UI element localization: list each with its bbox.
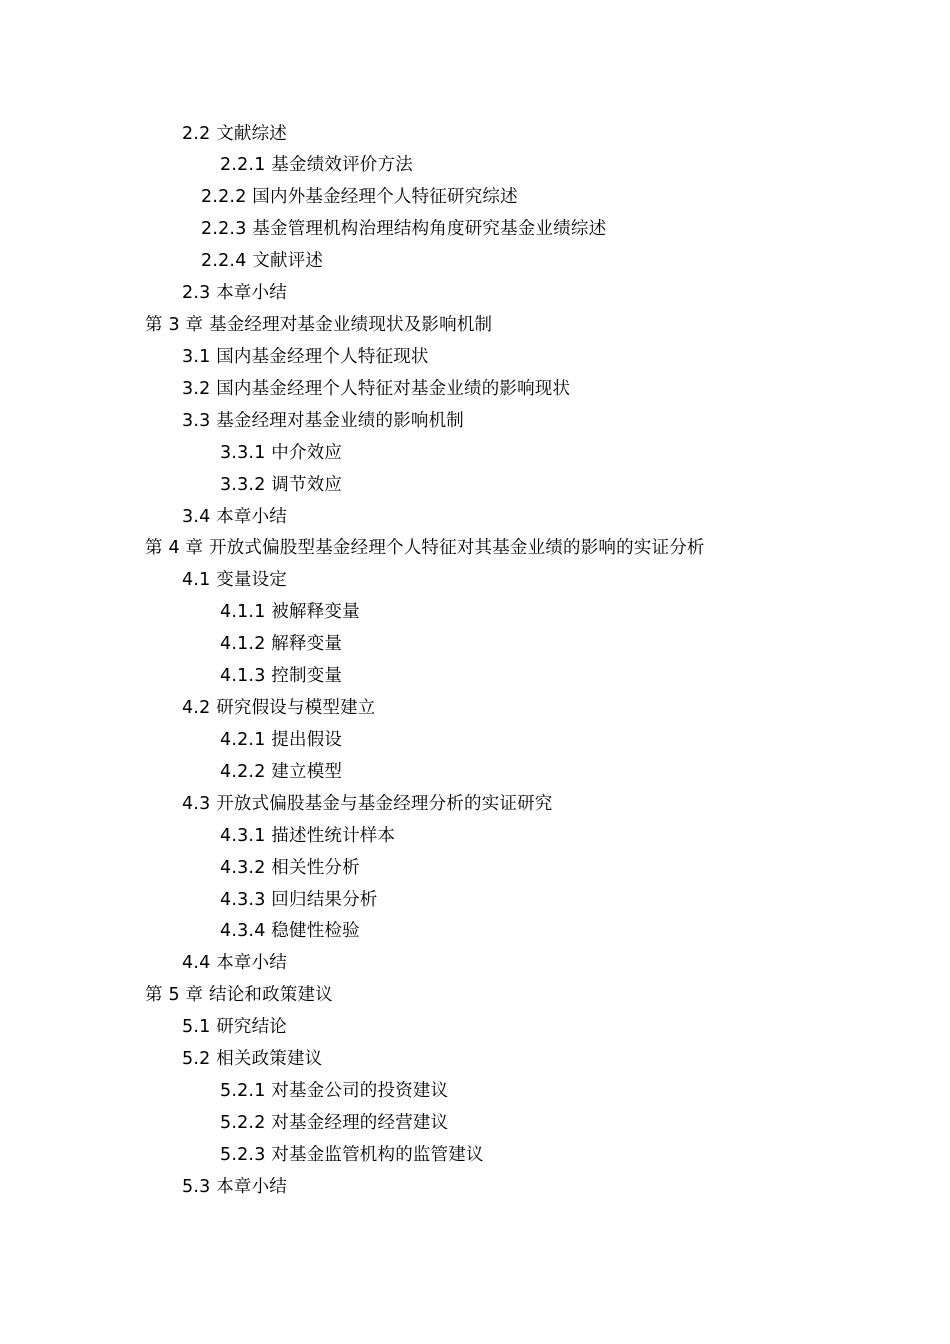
toc-entry-5-2-2: 5.2.2 对基金经理的经营建议 <box>220 1113 449 1133</box>
toc-entry-4-1-1: 4.1.1 被解释变量 <box>220 602 360 622</box>
toc-entry-4-1-3: 4.1.3 控制变量 <box>220 666 343 686</box>
toc-entry-5-2-1: 5.2.1 对基金公司的投资建议 <box>220 1081 449 1101</box>
toc-entry-4-3: 4.3 开放式偏股基金与基金经理分析的实证研究 <box>182 794 553 814</box>
toc-entry-2-2-2: 2.2.2 国内外基金经理个人特征研究综述 <box>201 187 518 207</box>
toc-entry-2-2-3: 2.2.3 基金管理机构治理结构角度研究基金业绩综述 <box>201 219 607 239</box>
toc-entry-3-1: 3.1 国内基金经理个人特征现状 <box>182 347 429 367</box>
toc-entry-2-3: 2.3 本章小结 <box>182 283 287 303</box>
toc-entry-4-1: 4.1 变量设定 <box>182 570 287 590</box>
toc-entry-4-3-2: 4.3.2 相关性分析 <box>220 858 360 878</box>
toc-entry-chapter-5: 第 5 章 结论和政策建议 <box>145 985 333 1005</box>
toc-entry-4-1-2: 4.1.2 解释变量 <box>220 634 343 654</box>
toc-entry-5-1: 5.1 研究结论 <box>182 1017 287 1037</box>
toc-entry-3-2: 3.2 国内基金经理个人特征对基金业绩的影响现状 <box>182 379 571 399</box>
toc-entry-4-4: 4.4 本章小结 <box>182 953 287 973</box>
toc-entry-5-3: 5.3 本章小结 <box>182 1177 287 1197</box>
toc-entry-2-2-4: 2.2.4 文献评述 <box>201 251 324 271</box>
toc-entry-3-3-1: 3.3.1 中介效应 <box>220 443 343 463</box>
toc-entry-5-2-3: 5.2.3 对基金监管机构的监管建议 <box>220 1145 484 1165</box>
toc-entry-3-4: 3.4 本章小结 <box>182 507 287 527</box>
toc-entry-chapter-4: 第 4 章 开放式偏股型基金经理个人特征对其基金业绩的影响的实证分析 <box>145 538 705 558</box>
toc-entry-4-2: 4.2 研究假设与模型建立 <box>182 698 376 718</box>
toc-entry-4-3-1: 4.3.1 描述性统计样本 <box>220 826 396 846</box>
toc-entry-4-2-2: 4.2.2 建立模型 <box>220 762 343 782</box>
toc-entry-3-3: 3.3 基金经理对基金业绩的影响机制 <box>182 411 464 431</box>
toc-entry-4-2-1: 4.2.1 提出假设 <box>220 730 343 750</box>
toc-entry-chapter-3: 第 3 章 基金经理对基金业绩现状及影响机制 <box>145 315 493 335</box>
toc-entry-2-2-1: 2.2.1 基金绩效评价方法 <box>220 155 413 175</box>
toc-entry-4-3-4: 4.3.4 稳健性检验 <box>220 921 360 941</box>
toc-entry-4-3-3: 4.3.3 回归结果分析 <box>220 890 378 910</box>
toc-entry-3-3-2: 3.3.2 调节效应 <box>220 475 343 495</box>
toc-entry-2-2: 2.2 文献综述 <box>182 124 287 144</box>
toc-entry-5-2: 5.2 相关政策建议 <box>182 1049 323 1069</box>
